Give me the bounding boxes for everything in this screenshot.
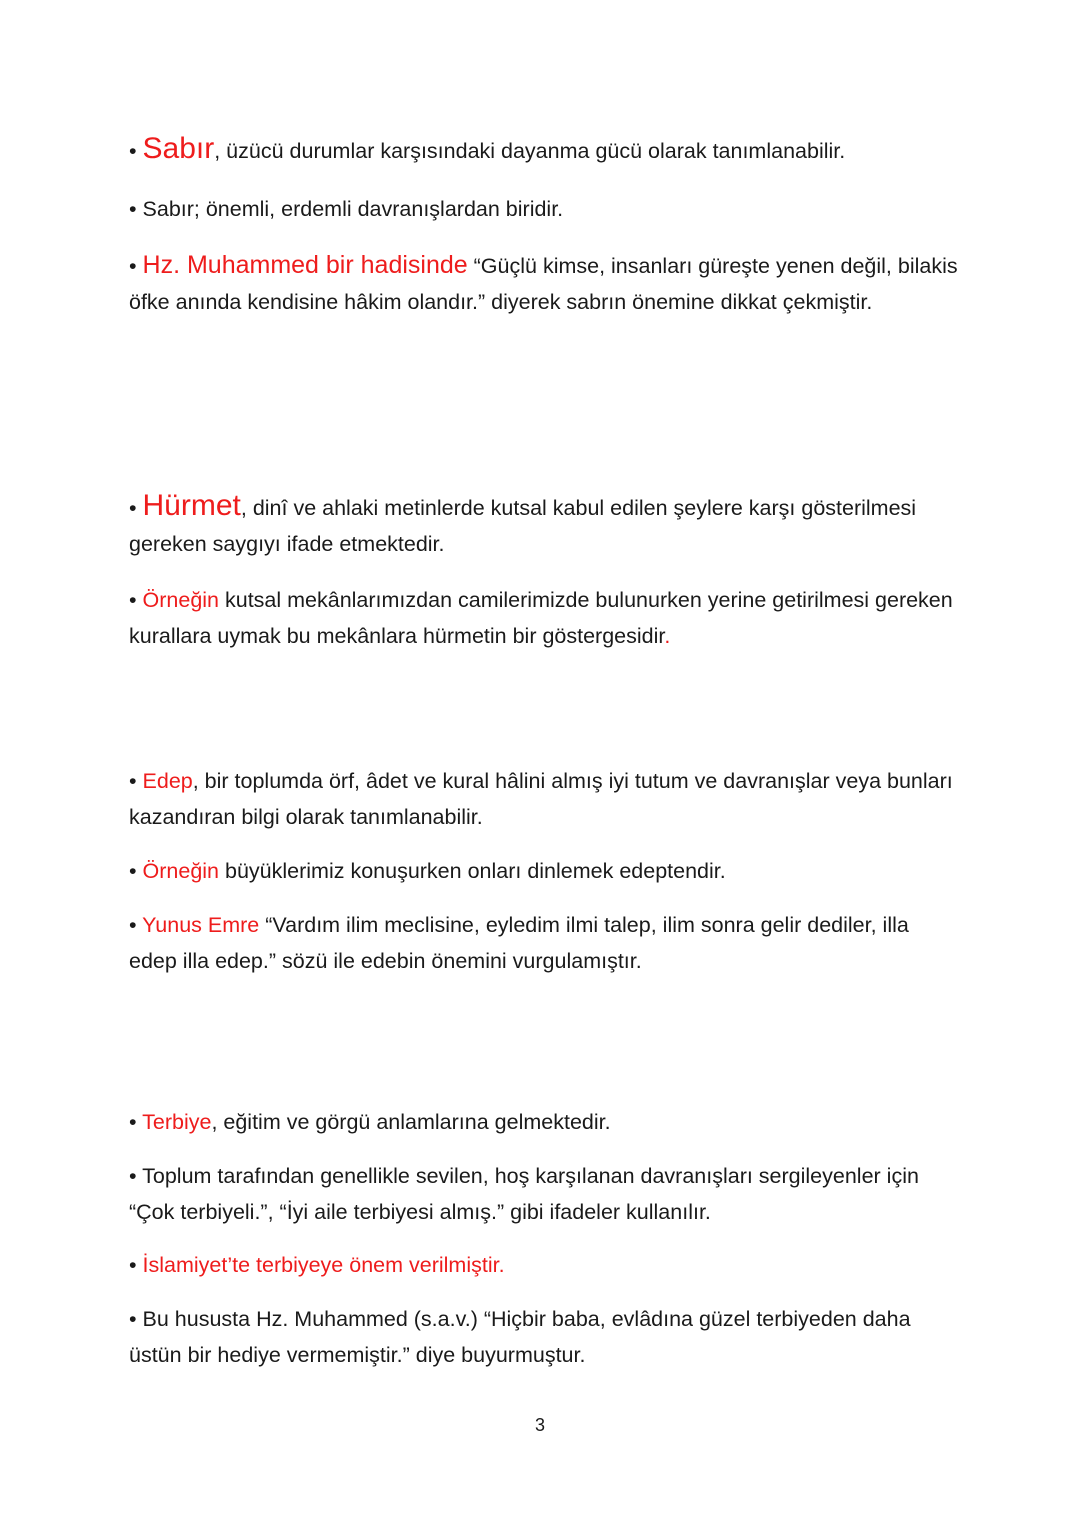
edep-quote-text: “Vardım ilim meclisine, eyledim ilmi talep, ilim sonra gelir dediler, illa edep illa edep.” sözü ile edebin önemini vurgulamıştır. [129,913,909,973]
term-sabir: Sabır [142,132,215,165]
edep-definition [129,763,959,835]
bullet: • [129,1110,137,1134]
terbiye-hadith-text: Bu hususta Hz. Muhammed (s.a.v.) “Hiçbir baba, evlâdına güzel terbiyeden daha üstün bir hediye vermemiştir.” diye buyurmuştur. [129,1307,911,1367]
sabir-definition-text: , üzücü durumlar karşısındaki dayanma gücü olarak tanımlanabilir. [214,139,846,163]
bullet: • [129,1307,137,1331]
terbiye-hadith [129,1301,959,1373]
edep-quote [129,907,959,979]
bullet: • [129,197,137,221]
hurmet-example-end: . [664,624,671,648]
terbiye-islam-text: İslamiyet’te terbiyeye önem verilmiştir. [142,1253,505,1277]
example-lead: Örneğin [142,588,220,612]
terbiye-usage-text: Toplum tarafından genellikle sevilen, hoş karşılanan davranışları sergileyenler için “Çok terbiyeli.”, “İyi aile terbiyesi almış.” gibi ifadeler kullanılır. [129,1164,919,1224]
bullet: • [129,139,137,163]
example-lead: Örneğin [142,859,220,883]
edep-definition-text: , bir toplumda örf, âdet ve kural hâlini almış iyi tutum ve davranışlar veya bunları kazandıran bilgi olarak tanımlanabilir. [129,769,953,829]
terbiye-definition-text: , eğitim ve görgü anlamlarına gelmektedir. [211,1110,611,1134]
term-edep: Edep [142,769,193,793]
terbiye-definition [129,1104,959,1140]
bullet: • [129,859,137,883]
sabir-virtue-text: Sabır; önemli, erdemli davranışlardan biridir. [142,197,564,221]
hurmet-definition [129,488,959,562]
sabir-virtue [129,191,959,227]
hadith-lead: Hz. Muhammed bir hadisinde [142,251,468,279]
bullet: • [129,588,137,612]
bullet: • [129,913,137,937]
bullet: • [129,496,137,520]
edep-example [129,853,959,889]
yunus-emre-lead: Yunus Emre [142,913,260,937]
sabir-hadith-text: “Güçlü kimse, insanları güreşte yenen değil, bilakis öfke anında kendisine hâkim olandır.” diyerek sabrın önemine dikkat çekmiştir. [129,254,958,314]
hurmet-example [129,582,959,654]
term-hurmet: Hürmet [142,489,241,522]
bullet: • [129,1164,137,1188]
page-number: 3 [534,1415,545,1435]
bullet: • [129,769,137,793]
bullet: • [129,1253,137,1277]
terbiye-islam [129,1247,959,1283]
edep-example-text: büyüklerimiz konuşurken onları dinlemek edeptendir. [219,859,726,883]
term-terbiye: Terbiye [142,1110,212,1134]
hurmet-example-text: kutsal mekânlarımızdan camilerimizde bulunurken yerine getirilmesi gereken kurallara uymak bu mekânlara hürmetin bir göstergesidir [129,588,953,648]
bullet: • [129,254,137,278]
sabir-definition [129,131,959,169]
hurmet-definition-text: , dinî ve ahlaki metinlerde kutsal kabul edilen şeylere karşı gösterilmesi gereken saygıyı ifade etmektedir. [129,496,917,556]
terbiye-usage [129,1158,959,1230]
sabir-hadith [129,247,959,320]
